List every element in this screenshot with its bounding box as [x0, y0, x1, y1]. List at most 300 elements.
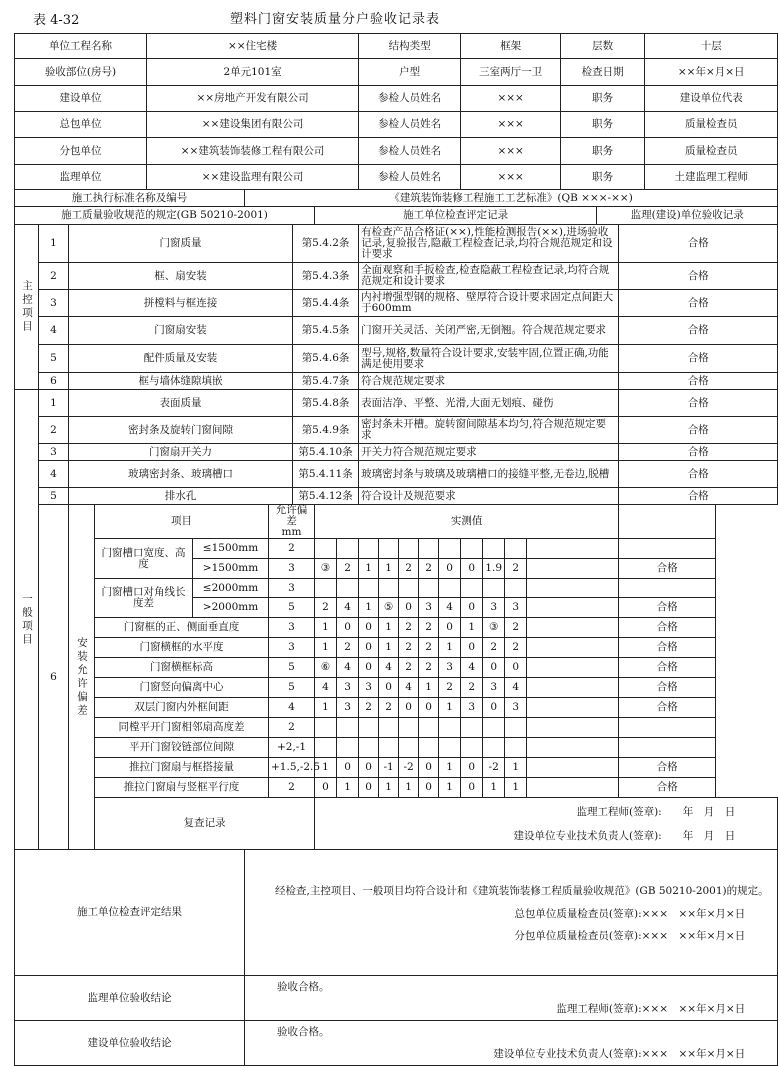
- tol-extra: [527, 778, 619, 798]
- table-row: [15, 798, 778, 850]
- info-value: 质量检查员: [645, 138, 778, 165]
- item-record: 有检查产品合格证(××),性能检测报告(××),进场验收记录,复验报告,隐蔽工程检查记录,均符合规范规定和设计要求: [359, 225, 619, 263]
- tol-value: 1: [439, 698, 461, 718]
- tol-allow-label: 允许偏差: [275, 504, 308, 527]
- tol-extra: [527, 579, 619, 598]
- tol-extra: [527, 539, 619, 559]
- tol-value: 0: [461, 638, 483, 658]
- item-no: 1: [39, 225, 69, 263]
- check-header: 施工单位检查评定记录: [315, 207, 597, 225]
- info-value: 十层: [645, 34, 778, 59]
- tol-extra: [527, 618, 619, 638]
- item-result: 合格: [619, 444, 778, 461]
- tol-value: [483, 718, 505, 738]
- supervisor-sign-label: 监理工程师(签章):: [576, 805, 662, 818]
- item-result: 合格: [619, 461, 778, 488]
- info-value: 建设单位代表: [645, 86, 778, 112]
- tol-value: 4: [337, 598, 359, 618]
- tol-value: [315, 539, 337, 559]
- tol-value: 2: [505, 559, 527, 579]
- supervisor-text: 验收合格。: [277, 981, 330, 993]
- info-label: 分包单位: [15, 138, 147, 165]
- info-label: 参检人员姓名: [359, 112, 461, 138]
- contractor-content: [245, 850, 778, 976]
- item-result: 合格: [619, 417, 778, 444]
- tol-value: 2: [315, 598, 337, 618]
- contractor-text: 经检查,主控项目、一般项目均符合设计和《建筑装饰装修工程质量验收规范》(GB 50210-2001)的规定。: [275, 884, 769, 897]
- tol-value: 0: [315, 778, 337, 798]
- tol-sub: >1500mm: [193, 559, 269, 579]
- review-signature-1: [317, 800, 775, 824]
- tol-allow: 3: [269, 618, 315, 638]
- contractor-sig-1: 总包单位质量检查员(签章):××× ××年×月×日: [514, 907, 746, 920]
- table-row: [15, 461, 778, 488]
- info-value: ×××: [461, 86, 561, 112]
- tol-value: 3: [461, 698, 483, 718]
- tol-value: [359, 718, 379, 738]
- tol-allow: 2: [269, 778, 315, 798]
- tol-name: 门窗横框标高: [95, 658, 269, 678]
- supervisor-sig: 监理工程师(签章):××× ××年×月×日: [556, 1003, 746, 1015]
- tol-value: 1.9: [483, 559, 505, 579]
- info-value: ×××: [461, 165, 561, 190]
- tol-value: 0: [461, 598, 483, 618]
- tol-value: 3: [419, 598, 439, 618]
- tol-value: [337, 738, 359, 758]
- table-row: [15, 738, 778, 758]
- tol-value: ⑤: [379, 598, 399, 618]
- page-header: [0, 0, 743, 30]
- item-name: 门窗扇安装: [69, 317, 293, 345]
- tol-name: 门窗竖向偏离中心: [95, 678, 269, 698]
- general-items-label: 一般项目: [15, 390, 39, 850]
- item-record: 符合设计及规范要求: [359, 488, 619, 505]
- tol-value: [337, 718, 359, 738]
- tol-unit-label: mm: [281, 526, 302, 538]
- tol-value: 3: [483, 598, 505, 618]
- info-label: 参检人员姓名: [359, 138, 461, 165]
- tol-value: [461, 539, 483, 559]
- item-clause: 第5.4.10条: [293, 444, 359, 461]
- tol-value: 0: [399, 598, 419, 618]
- item-record: 玻璃密封条与玻璃及玻璃槽口的接缝平整,无卷边,脱槽: [359, 461, 619, 488]
- tol-value: 3: [359, 678, 379, 698]
- tol-value: [439, 718, 461, 738]
- tol-value: [379, 539, 399, 559]
- tol-value: 0: [439, 618, 461, 638]
- item-record: 型号,规格,数量符合设计要求,安装牢固,位置正确,功能满足使用要求: [359, 345, 619, 373]
- tol-name: 推拉门窗扇与竖框平行度: [95, 778, 269, 798]
- owner-content: [245, 1021, 778, 1066]
- review-content: [315, 798, 778, 850]
- tol-value: 1: [315, 618, 337, 638]
- table-row: [15, 638, 778, 658]
- item-name: 门窗质量: [69, 225, 293, 263]
- item-no: 4: [39, 461, 69, 488]
- item-no: 4: [39, 317, 69, 345]
- tol-value: ③: [315, 559, 337, 579]
- owner-sign-label: 建设单位专业技术负责人(签章):: [513, 829, 662, 842]
- contractor-label: 施工单位检查评定结果: [15, 850, 245, 976]
- tol-value: 2: [483, 638, 505, 658]
- tol-result: [619, 738, 716, 758]
- tol-extra: [527, 559, 619, 579]
- table-row: [15, 758, 778, 778]
- tol-value: 1: [461, 618, 483, 638]
- tol-value: 2: [419, 618, 439, 638]
- tol-value: [399, 738, 419, 758]
- inspection-table: [14, 33, 778, 1066]
- tol-value: 1: [505, 758, 527, 778]
- tol-value: 1: [399, 778, 419, 798]
- tol-value: 1: [483, 778, 505, 798]
- info-label: 参检人员姓名: [359, 165, 461, 190]
- tol-value: 2: [399, 638, 419, 658]
- tol-result: 合格: [619, 758, 716, 778]
- table-row: [15, 225, 778, 263]
- tol-value: [315, 738, 337, 758]
- tol-value: ③: [483, 618, 505, 638]
- info-label: 参检人员姓名: [359, 86, 461, 112]
- tol-value: 1: [379, 559, 399, 579]
- item-no: 2: [39, 263, 69, 290]
- tol-value: 4: [461, 658, 483, 678]
- table-row: [15, 579, 778, 598]
- tol-value: 2: [337, 559, 359, 579]
- tol-value: [337, 579, 359, 598]
- tol-value: 2: [505, 618, 527, 638]
- tol-value: [505, 718, 527, 738]
- tol-value: 2: [337, 638, 359, 658]
- tol-value: 4: [379, 658, 399, 678]
- tol-value: [505, 539, 527, 559]
- supervisor-label: 监理单位验收结论: [15, 976, 245, 1021]
- table-row: [15, 539, 778, 559]
- table-row: [15, 778, 778, 798]
- tol-value: 1: [337, 778, 359, 798]
- item-no: 5: [39, 345, 69, 373]
- info-value: ××住宅楼: [147, 34, 359, 59]
- item-clause: 第5.4.9条: [293, 417, 359, 444]
- info-label: 总包单位: [15, 112, 147, 138]
- item-clause: 第5.4.4条: [293, 290, 359, 317]
- tol-value: 4: [505, 678, 527, 698]
- info-value: ××年×月×日: [645, 59, 778, 86]
- tol-value: 2: [439, 678, 461, 698]
- tol-value: [399, 579, 419, 598]
- table-row: [15, 165, 778, 190]
- tol-value: [483, 738, 505, 758]
- table-row: [15, 373, 778, 390]
- tol-value: 1: [379, 638, 399, 658]
- tol-value: 2: [359, 698, 379, 718]
- tol-value: [439, 579, 461, 598]
- info-label: 监理单位: [15, 165, 147, 190]
- tol-value: [505, 738, 527, 758]
- tol-value: [399, 718, 419, 738]
- tol-value: [379, 718, 399, 738]
- tol-name: 平开门窗铰链部位间隙: [95, 738, 269, 758]
- item-clause: 第5.4.7条: [293, 373, 359, 390]
- tol-value: 2: [419, 638, 439, 658]
- tol-value: 1: [439, 638, 461, 658]
- info-value: ××房地产开发有限公司: [147, 86, 359, 112]
- tol-name: 推拉门窗扇与框搭接量: [95, 758, 269, 778]
- review-date-1: 年 月 日: [682, 805, 736, 818]
- tol-value: [439, 539, 461, 559]
- tol-value: 0: [419, 758, 439, 778]
- tol-extra: [527, 658, 619, 678]
- tol-allow: +1.5,-2.5: [269, 758, 315, 778]
- info-label: 户型: [359, 59, 461, 86]
- tol-result: 合格: [619, 559, 716, 579]
- info-label: 层数: [561, 34, 645, 59]
- tol-value: 4: [399, 678, 419, 698]
- tol-allow: 5: [269, 658, 315, 678]
- info-label: 结构类型: [359, 34, 461, 59]
- item-no: 3: [39, 444, 69, 461]
- tol-value: 0: [461, 778, 483, 798]
- info-label: 职务: [561, 112, 645, 138]
- item-no: 1: [39, 390, 69, 417]
- info-label: 检查日期: [561, 59, 645, 86]
- table-row: [15, 290, 778, 317]
- item-name: 框、扇安装: [69, 263, 293, 290]
- tol-value: 0: [337, 618, 359, 638]
- accept-header: 监理(建设)单位验收记录: [597, 207, 778, 225]
- tol-value: 2: [505, 638, 527, 658]
- tol-result: 合格: [619, 638, 716, 658]
- info-value: ××建设集团有限公司: [147, 112, 359, 138]
- tol-value: [419, 738, 439, 758]
- tol-allow: 5: [269, 678, 315, 698]
- tol-allow-header: [269, 505, 315, 539]
- tol-value: 2: [419, 658, 439, 678]
- table-row: [15, 698, 778, 718]
- tol-value: [399, 539, 419, 559]
- tol-value: 2: [461, 678, 483, 698]
- tol-group-name: 门窗槽口对角线长度差: [95, 579, 193, 618]
- tol-value: [483, 539, 505, 559]
- tol-result: 合格: [619, 618, 716, 638]
- item-result: 合格: [619, 390, 778, 417]
- tol-name: 双层门窗内外框间距: [95, 698, 269, 718]
- item-clause: 第5.4.11条: [293, 461, 359, 488]
- tol-value: [315, 718, 337, 738]
- contractor-sig-2: 分包单位质量检查员(签章):××× ××年×月×日: [514, 929, 746, 942]
- item-name: 框与墙体缝隙填嵌: [69, 373, 293, 390]
- tol-value: 0: [359, 658, 379, 678]
- tol-value: 0: [359, 778, 379, 798]
- table-row: [15, 678, 778, 698]
- tol-allow: 3: [269, 559, 315, 579]
- tol-value: 0: [359, 638, 379, 658]
- page-title: 塑料门窗安装质量分户验收记录表: [230, 12, 441, 27]
- tol-value: 1: [419, 678, 439, 698]
- item-result: 合格: [619, 263, 778, 290]
- tol-value: 2: [399, 658, 419, 678]
- info-value: 土建监理工程师: [645, 165, 778, 190]
- tol-value: [379, 579, 399, 598]
- table-row: [15, 138, 778, 165]
- tol-value: 4: [315, 678, 337, 698]
- tol-extra: [527, 718, 619, 738]
- tol-value: [505, 579, 527, 598]
- tol-value: 3: [337, 698, 359, 718]
- review-label: 复查记录: [95, 798, 315, 850]
- tol-extra: [527, 598, 619, 618]
- tol-value: 3: [505, 698, 527, 718]
- table-row: [15, 658, 778, 678]
- tol-value: 0: [337, 758, 359, 778]
- tol-value: 0: [483, 658, 505, 678]
- item-result: 合格: [619, 290, 778, 317]
- tol-value: [439, 738, 461, 758]
- tol-item-header: 项目: [95, 505, 269, 539]
- tol-value: 2: [399, 559, 419, 579]
- tol-value: [359, 539, 379, 559]
- info-value: ××建筑装饰装修工程有限公司: [147, 138, 359, 165]
- item-clause: 第5.4.3条: [293, 263, 359, 290]
- tol-value: ⑥: [315, 658, 337, 678]
- info-value: 质量检查员: [645, 112, 778, 138]
- tol-value: 0: [379, 678, 399, 698]
- tol-value: 2: [379, 698, 399, 718]
- review-signature-2: [317, 824, 775, 848]
- tol-allow: 5: [269, 598, 315, 618]
- tol-extra: [527, 758, 619, 778]
- tol-value: 1: [505, 778, 527, 798]
- tol-value: 0: [505, 658, 527, 678]
- tol-result: 合格: [619, 658, 716, 678]
- item-record: 符合规范规定要求: [359, 373, 619, 390]
- tol-value: [419, 539, 439, 559]
- table-row: [15, 112, 778, 138]
- tol-result: [619, 539, 716, 559]
- tol-value: 0: [419, 698, 439, 718]
- item-clause: 第5.4.8条: [293, 390, 359, 417]
- tol-result: [619, 579, 716, 598]
- tol-name: 门窗横框的水平度: [95, 638, 269, 658]
- table-row: [15, 207, 778, 225]
- standard-label: 施工执行标准名称及编号: [15, 190, 245, 207]
- item-name: 门窗扇开关力: [69, 444, 293, 461]
- item-record: 内衬增强型钢的规格、壁厚符合设计要求固定点间距大于600mm: [359, 290, 619, 317]
- tol-name: 门窗框的正、侧面垂直度: [95, 618, 269, 638]
- tol-value: 1: [439, 778, 461, 798]
- info-value: ××建设监理有限公司: [147, 165, 359, 190]
- tol-value: [483, 579, 505, 598]
- tol-extra: [527, 738, 619, 758]
- table-row: [15, 86, 778, 112]
- tol-value: 1: [379, 618, 399, 638]
- item-result: 合格: [619, 345, 778, 373]
- tol-extra: [527, 698, 619, 718]
- tol-value: [315, 579, 337, 598]
- tol-extra: [527, 638, 619, 658]
- tol-sub: >2000mm: [193, 598, 269, 618]
- tol-value: -2: [483, 758, 505, 778]
- tol-value: 4: [439, 598, 461, 618]
- tol-allow: 2: [269, 718, 315, 738]
- table-row: [15, 444, 778, 461]
- standard-value: 《建筑装饰装修工程施工工艺标准》(QB ×××-××): [245, 190, 778, 207]
- supervisor-content: [245, 976, 778, 1021]
- tol-value: 1: [439, 758, 461, 778]
- table-row: [15, 59, 778, 86]
- tol-value: 3: [439, 658, 461, 678]
- info-label: 职务: [561, 165, 645, 190]
- tol-group-name: 门窗槽口宽度、高度: [95, 539, 193, 579]
- tol-value: [461, 718, 483, 738]
- item-result: 合格: [619, 225, 778, 263]
- info-label: 职务: [561, 86, 645, 112]
- tol-value: 3: [505, 598, 527, 618]
- tol-value: 0: [359, 618, 379, 638]
- tol-name: 同樘平开门窗相邻扇高度差: [95, 718, 269, 738]
- owner-sig: 建设单位专业技术负责人(签章):××× ××年×月×日: [493, 1048, 746, 1060]
- tol-result: 合格: [619, 778, 716, 798]
- tol-value: [337, 539, 359, 559]
- tol-value: 2: [419, 559, 439, 579]
- item-name: 排水孔: [69, 488, 293, 505]
- item-record: 开关力符合规范规定要求: [359, 444, 619, 461]
- table-row: [15, 317, 778, 345]
- tol-allow: 2: [269, 539, 315, 559]
- tol-sub: ≤1500mm: [193, 539, 269, 559]
- tol-value: 0: [359, 758, 379, 778]
- table-row: [15, 417, 778, 444]
- item-clause: 第5.4.6条: [293, 345, 359, 373]
- item-name: 配件质量及安装: [69, 345, 293, 373]
- item-record: 门窗开关灵活、关闭严密,无倒翘。符合规范规定要求: [359, 317, 619, 345]
- tol-value: [359, 738, 379, 758]
- tol-result-blank: [619, 505, 716, 539]
- item-clause: 第5.4.12条: [293, 488, 359, 505]
- info-label: 单位工程名称: [15, 34, 147, 59]
- item-no: 5: [39, 488, 69, 505]
- table-number: 表 4-32: [33, 13, 80, 28]
- tol-value: -1: [379, 758, 399, 778]
- tol-extra: [527, 678, 619, 698]
- tol-result: [619, 718, 716, 738]
- tol-no: 6: [39, 505, 69, 850]
- tol-value: 1: [379, 778, 399, 798]
- item-name: 玻璃密封条、玻璃槽口: [69, 461, 293, 488]
- item-no: 6: [39, 373, 69, 390]
- table-row: [15, 345, 778, 373]
- tol-value: 0: [483, 698, 505, 718]
- tol-measure-header: 实测值: [315, 505, 619, 539]
- tol-label: 安装允许偏差: [69, 505, 95, 850]
- info-label: 验收部位(房号): [15, 59, 147, 86]
- item-record: 密封条未开槽。旋转窗间隙基本均匀,符合规范规定要求: [359, 417, 619, 444]
- table-row: [15, 34, 778, 59]
- info-label: 职务: [561, 138, 645, 165]
- tol-result: 合格: [619, 598, 716, 618]
- tol-value: 3: [483, 678, 505, 698]
- tol-value: 2: [399, 618, 419, 638]
- tol-result: 合格: [619, 678, 716, 698]
- tol-value: 4: [337, 658, 359, 678]
- tol-value: [461, 579, 483, 598]
- spec-header: 施工质量验收规范的规定(GB 50210-2001): [15, 207, 315, 225]
- table-row: [15, 718, 778, 738]
- table-row: [15, 1021, 778, 1066]
- tol-value: 1: [315, 758, 337, 778]
- tol-allow: 3: [269, 579, 315, 598]
- item-result: 合格: [619, 373, 778, 390]
